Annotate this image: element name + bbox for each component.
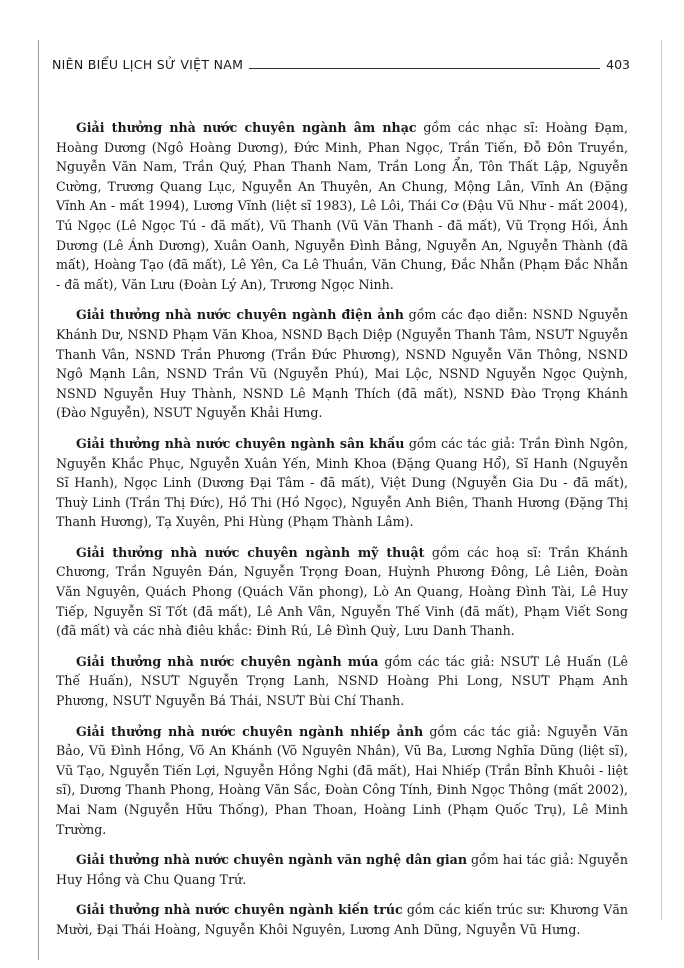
paragraph-heading: Giải thưởng nhà nước chuyên ngành sân khấu (76, 435, 405, 451)
paragraph-dance (56, 652, 628, 711)
paragraph-body: gồm các nhạc sĩ: Hoàng Đạm, Hoàng Dương (Ngô Hoàng Dương), Đức Minh, Phan Ngọc, Trần Tiến, Đỗ Đôn Truyền, Nguyễn Văn Nam, Trần Quý, Phan Thanh Nam, Trần Long Ẩn, Tôn Thất Lập, Nguyễn Cường, Trương Quang Lục, Nguyễn An Thuyên, An Chung, Mộng Lân, Vĩnh An (Đặng Vĩnh An - mất 1994), Lương Vĩnh (liệt sĩ 1983), Lê Lôi, Thái Cơ (Đậu Vũ Như - mất 2004), Tú Ngọc (Lê Ngọc Tú - đã mất), Vũ Thanh (Vũ Văn Thanh - đã mất), Vũ Trọng Hối, Ánh Dương (Lê Ánh Dương), Xuân Oanh, Nguyễn Đình Bảng, Nguyễn An, Nguyễn Thành (đã mất), Hoàng Tạo (đã mất), Lê Yên, Ca Lê Thuần, Văn Chung, Đắc Nhẫn (Phạm Đắc Nhẫn - đã mất), Văn Lưu (Đoàn Lý An), Trương Ngọc Ninh. (56, 120, 628, 292)
header-rule (249, 68, 600, 69)
paragraph-body: gồm các tác giả: NSƯT Lê Huấn (Lê Thế Huấn), NSƯT Nguyễn Trọng Lanh, NSND Hoàng Phi Long, NSƯT Phạm Anh Phương, NSƯT Nguyễn Bá Thái, NSƯT Bùi Chí Thanh. (56, 653, 628, 709)
paragraph-heading: Giải thưởng nhà nước chuyên ngành điện ảnh (76, 307, 404, 323)
page-left-edge (38, 40, 39, 960)
running-header (52, 52, 630, 72)
paragraph-body: gồm các hoạ sĩ: Trần Khánh Chương, Trần Nguyên Đán, Nguyễn Trọng Đoan, Huỳnh Phương Đông, Lê Liên, Đoàn Văn Nguyên, Quách Phong (Quách Văn phong), Lò An Quang, Hoàng Đình Tài, Lê Huy Tiếp, Nguyễn Sĩ Tốt (đã mất), Lê Anh Vân, Nguyễn Thế Vinh (đã mất), Phạm Viết Song (đã mất) và các nhà điêu khắc: Đinh Rú, Lê Đình Quỳ, Lưu Danh Thanh. (56, 544, 628, 639)
paragraph-heading: Giải thưởng nhà nước chuyên ngành nhiếp ảnh (76, 723, 424, 739)
page-right-edge (661, 40, 662, 920)
paragraph-heading: Giải thưởng nhà nước chuyên ngành âm nhạc (76, 120, 417, 135)
paragraph-music (56, 118, 628, 294)
paragraph-folk-arts (56, 850, 628, 889)
paragraph-architecture (56, 900, 628, 939)
paragraph-body: gồm các tác giả: Trần Đình Ngôn, Nguyễn Khắc Phục, Nguyễn Xuân Yến, Minh Khoa (Đặng Quang Hổ), Sĩ Hanh (Nguyễn Sĩ Hanh), Ngọc Linh (Dương Đại Tâm - đã mất), Việt Dung (Nguyễn Gia Du - đã mất), Thuỳ Linh (Trần Thị Đức), Hồ Thi (Hồ Ngọc), Nguyễn Anh Biên, Thanh Hương (Đặng Thị Thanh Hương), Tạ Xuyên, Phi Hùng (Phạm Thành Lâm). (56, 435, 628, 530)
paragraph-cinema (56, 305, 628, 423)
paragraph-body: gồm các tác giả: Nguyễn Văn Bảo, Vũ Đình Hồng, Võ An Khánh (Võ Nguyên Nhân), Vũ Ba, Lương Nghĩa Dũng (liệt sĩ), Vũ Tạo, Nguyễn Tiến Lợi, Nguyễn Hồng Nghi (đã mất), Hai Nhiếp (Trần Bỉnh Khuôi - liệt sĩ), Dương Thanh Phong, Hoàng Văn Sắc, Đoàn Công Tính, Đinh Ngọc Thông (mất 2002), Mai Nam (Nguyễn Hữu Thống), Phan Thoan, Hoàng Linh (Phạm Quốc Trụ), Lê Minh Trường. (56, 723, 628, 837)
paragraph-body: gồm các kiến trúc sư: Khương Văn Mười, Đại Thái Hoàng, Nguyễn Khôi Nguyên, Lương Anh Dũng, Nguyễn Vũ Hưng. (56, 902, 628, 937)
paragraph-body: gồm các đạo diễn: NSND Nguyễn Khánh Dư, NSND Phạm Văn Khoa, NSND Bạch Diệp (Nguyễn Thanh Tâm, NSƯT Nguyễn Thanh Vân, NSND Trần Phương (Trần Đức Phương), NSND Nguyễn Văn Thông, NSND Ngô Mạnh Lân, NSND Trần Vũ (Nguyễn Phú), Mai Lộc, NSND Nguyễn Ngọc Quỳnh, NSND Nguyễn Huy Thành, NSND Lê Mạnh Thích (đã mất), NSND Đào Trọng Khánh (Đào Nguyễn), NSƯT Nguyễn Khải Hưng. (56, 307, 628, 421)
paragraph-heading: Giải thưởng nhà nước chuyên ngành mỹ thuật (76, 544, 425, 560)
paragraph-heading: Giải thưởng nhà nước chuyên ngành múa (76, 653, 379, 669)
paragraph-fine-arts (56, 543, 628, 641)
running-header-title: NIÊN BIỂU LỊCH SỬ VIỆT NAM (52, 57, 244, 72)
paragraph-heading: Giải thưởng nhà nước chuyên ngành văn nghệ dân gian (76, 852, 467, 868)
body-text (56, 118, 628, 951)
paragraph-theatre (56, 434, 628, 532)
paragraph-body: gồm hai tác giả: Nguyễn Huy Hồng và Chu Quang Trứ. (56, 852, 628, 887)
paragraph-photography (56, 722, 628, 840)
paragraph-heading: Giải thưởng nhà nước chuyên ngành kiến trúc (76, 902, 403, 918)
page-number: 403 (606, 57, 630, 72)
